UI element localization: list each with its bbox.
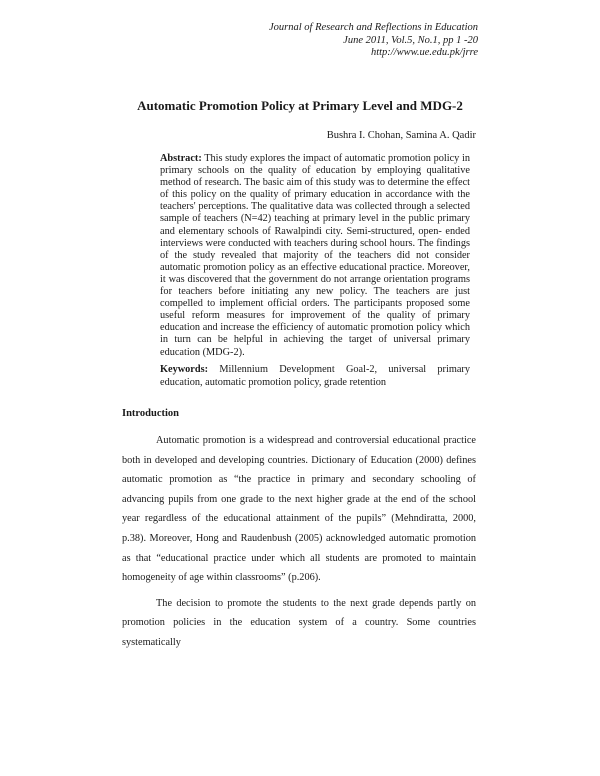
introduction-paragraph: The decision to promote the students to the next grade depends partly on promotion policies in the education system of a country. Some countries systematically <box>122 597 476 648</box>
journal-url: http://www.ue.edu.pk/jrre <box>370 47 478 58</box>
paper-authors: Bushra I. Chohan, Samina A. Qadir <box>326 130 476 141</box>
keywords-label: Keywords: <box>160 364 209 375</box>
keywords-text: Millennium Development Goal-2, universal primary education, automatic promotion policy, grade retention <box>160 364 471 388</box>
journal-name: Journal of Research and Reflections in Education <box>269 22 478 33</box>
journal-issue: June 2011, Vol.5, No.1, pp 1 -20 <box>343 34 478 46</box>
section-heading-introduction: Introduction <box>122 408 179 419</box>
abstract-text: This study explores the impact of automatic promotion policy in primary schools on the quality of education by employing qualitative method of research. The basic aim of this study was to determine the effect of this policy on the quality of primary education in accordance with the teachers' perceptions. The qualitative data was collected through a selected sample of teachers (N=42) teaching at primary level in the public primary and elementary schools of Rawalpindi city. Semi-structured, open- ended interviews were conducted with teachers during school hours. The findings of the study revealed that majority of the teachers did not consider automatic promotion policy as an effective educational practice. Moreover, it was discovered that the government do not arrange orientation programs for teachers before initiating any new policy. The teachers are just compelled to implement official orders. The participants proposed some useful reform measures for improvement of the quality of primary education and increase the efficiency of automatic promotion policy which in turn can be helpful in achieving the target of universal primary education (MDG-2). <box>160 153 470 358</box>
journal-header <box>269 22 478 60</box>
abstract <box>160 153 470 359</box>
abstract-label: Abstract: <box>160 153 202 164</box>
introduction-paragraph: Automatic promotion is a widespread and controversial educational practice both in developed and developing countries. Dictionary of Education (2000) defines automatic promotion as “the practice in primary and secondary schooling of advancing pupils from one grade to the next higher grade at the end of the school year regardless of the educational attainment of the pupils” (Mehndiratta, 2000, p.38). Moreover, Hong and Raudenbush (2005) acknowledged automatic promotion as that “educational practice under which all students are promoted to maintain homogeneity of age within classrooms” (p.206). <box>122 435 476 584</box>
paper-title: Automatic Promotion Policy at Primary Level and MDG-2 <box>137 98 463 113</box>
keywords <box>160 363 470 389</box>
introduction-body <box>122 431 476 653</box>
